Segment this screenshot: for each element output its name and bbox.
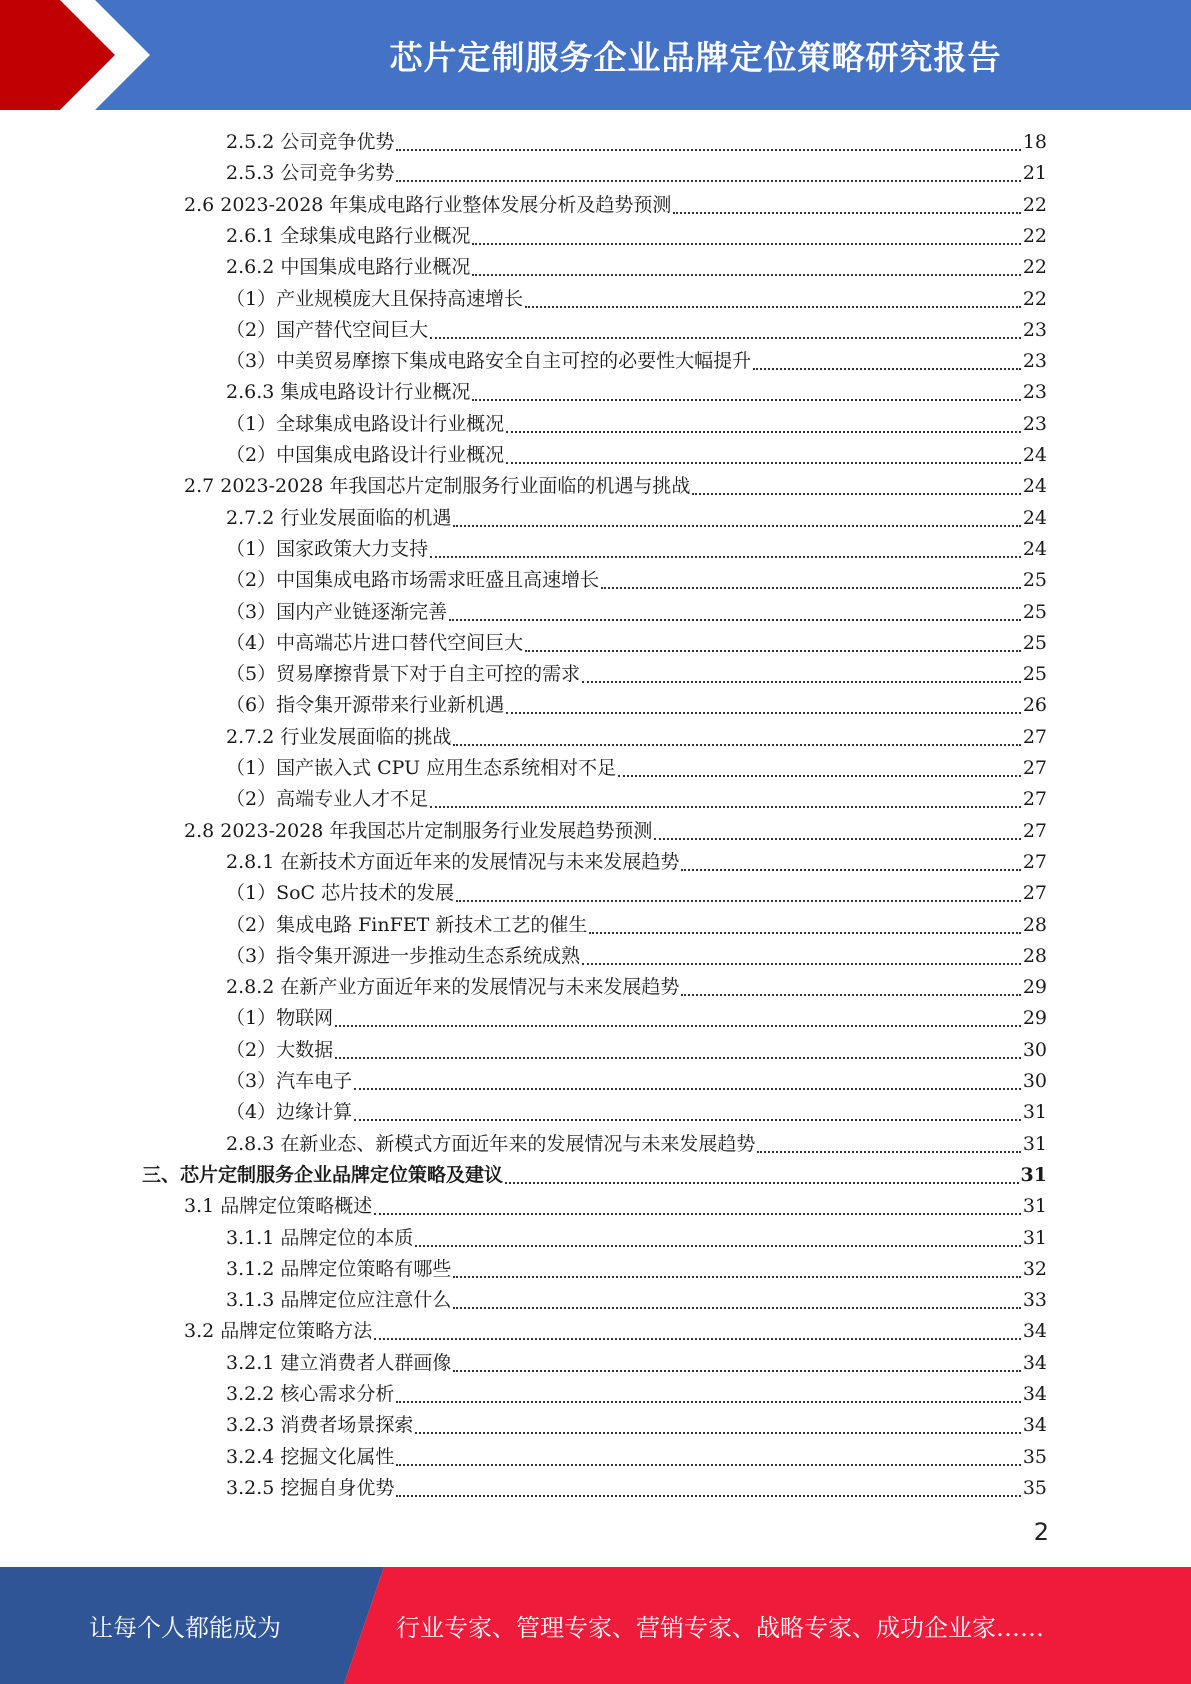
toc-entry-page: 34 (1022, 1383, 1047, 1405)
toc-entry[interactable] (226, 503, 1047, 534)
toc-entry[interactable] (184, 816, 1047, 847)
toc-entry-title: （2）集成电路 FinFET 新技术工艺的催生 (226, 913, 588, 936)
toc-entry-page: 25 (1022, 663, 1047, 686)
toc-entry[interactable] (226, 1473, 1047, 1504)
footer-slogan-right: 行业专家、管理专家、营销专家、战略专家、成功企业家…… (396, 1614, 1044, 1642)
toc-entry-title: 3.2.5 挖掘自身优势 (226, 1476, 395, 1499)
toc-entry-title: （1）SoC 芯片技术的发展 (226, 882, 455, 905)
toc-entry[interactable] (226, 440, 1047, 471)
toc-leader-dots (673, 211, 1020, 214)
toc-entry-page: 30 (1022, 1038, 1047, 1061)
toc-entry[interactable] (226, 722, 1047, 753)
toc-entry-page: 31 (1020, 1163, 1047, 1186)
toc-entry-title: 3.2.3 消费者场景探索 (226, 1414, 414, 1437)
toc-entry-page: 31 (1022, 1132, 1047, 1155)
toc-entry-title: （1）物联网 (226, 1007, 334, 1030)
toc-leader-dots (453, 1275, 1020, 1278)
toc-entry-page: 22 (1022, 287, 1047, 310)
toc-entry-page: 27 (1022, 757, 1047, 779)
toc-entry[interactable] (184, 1191, 1047, 1222)
toc-leader-dots (354, 1118, 1021, 1121)
toc-entry[interactable] (226, 127, 1047, 158)
toc-entry[interactable] (226, 158, 1047, 189)
toc-entry-title: （3）指令集开源进一步推动生态系统成熟 (226, 944, 581, 967)
toc-leader-dots (692, 492, 1020, 495)
toc-entry-title: 2.8.3 在新业态、新模式方面近年来的发展情况与未来发展趋势 (226, 1132, 756, 1155)
toc-entry[interactable] (226, 252, 1047, 283)
toc-entry-title: （6）指令集开源带来行业新机遇 (226, 694, 505, 717)
toc-entry[interactable] (226, 1348, 1047, 1379)
toc-entry-title: 2.5.2 公司竞争优势 (226, 131, 395, 153)
toc-entry[interactable] (226, 1097, 1047, 1128)
toc-entry[interactable] (184, 471, 1047, 502)
toc-entry-page: 25 (1022, 600, 1047, 623)
toc-entry-title: （1）产业规模庞大且保持高速增长 (226, 287, 524, 310)
toc-entry[interactable] (226, 784, 1047, 815)
toc-entry-title: 2.7 2023-2028 年我国芯片定制服务行业面临的机遇与挑战 (184, 475, 691, 498)
toc-leader-dots (335, 1056, 1021, 1059)
toc-entry[interactable] (226, 878, 1047, 909)
toc-entry-title: 3.2.2 核心需求分析 (226, 1383, 395, 1405)
toc-leader-dots (681, 993, 1020, 996)
toc-entry-page: 25 (1022, 631, 1047, 654)
toc-entry-page: 24 (1022, 506, 1047, 529)
toc-entry-title: 3.1.1 品牌定位的本质 (226, 1226, 414, 1249)
toc-leader-dots (525, 649, 1021, 652)
toc-leader-dots (589, 931, 1020, 934)
toc-entry[interactable] (226, 1442, 1047, 1473)
toc-entry-title: （2）国产替代空间巨大 (226, 318, 429, 341)
toc-entry[interactable] (226, 315, 1047, 346)
toc-leader-dots (396, 148, 1020, 151)
toc-entry[interactable] (226, 690, 1047, 721)
toc-entry-title: （2）高端专业人才不足 (226, 788, 429, 811)
toc-entry[interactable] (226, 753, 1047, 784)
toc-entry[interactable] (226, 346, 1047, 377)
toc-entry[interactable] (226, 534, 1047, 565)
toc-entry-page: 22 (1022, 193, 1047, 216)
toc-leader-dots (456, 899, 1021, 902)
toc-entry-page: 34 (1022, 1320, 1047, 1343)
report-title: 芯片定制服务企业品牌定位策略研究报告 (389, 37, 1002, 77)
toc-entry-page: 23 (1022, 381, 1047, 404)
toc-entry-title: （3）国内产业链逐渐完善 (226, 600, 448, 623)
toc-leader-dots (472, 273, 1020, 276)
toc-leader-dots (396, 1400, 1020, 1403)
toc-entry[interactable] (226, 284, 1047, 315)
toc-entry[interactable] (226, 1129, 1047, 1160)
toc-entry[interactable] (226, 565, 1047, 596)
toc-leader-dots (453, 1306, 1020, 1309)
toc-entry-page: 28 (1022, 944, 1047, 967)
toc-entry-title: 2.8.1 在新技术方面近年来的发展情况与未来发展趋势 (226, 850, 680, 873)
toc-entry-page: 27 (1022, 850, 1047, 873)
toc-entry-page: 24 (1022, 444, 1047, 466)
toc-leader-dots (415, 1244, 1020, 1247)
footer-slogan-left: 让每个人都能成为 (89, 1614, 281, 1642)
toc-entry[interactable] (226, 1035, 1047, 1066)
toc-entry-title: 2.8.2 在新产业方面近年来的发展情况与未来发展趋势 (226, 976, 680, 999)
toc-entry-page: 32 (1022, 1257, 1047, 1280)
toc-leader-dots (449, 618, 1021, 621)
toc-entry-title: （5）贸易摩擦背景下对于自主可控的需求 (226, 663, 581, 686)
toc-leader-dots (472, 242, 1020, 245)
toc-entry[interactable] (226, 1223, 1047, 1254)
toc-entry[interactable] (142, 1160, 1047, 1191)
toc-entry-page: 31 (1022, 1195, 1047, 1218)
toc-entry[interactable] (226, 910, 1047, 941)
toc-entry-page: 33 (1022, 1289, 1047, 1312)
toc-leader-dots (415, 1431, 1020, 1434)
toc-leader-dots (374, 1212, 1021, 1215)
toc-entry-title: （3）中美贸易摩擦下集成电路安全自主可控的必要性大幅提升 (226, 350, 752, 373)
toc-entry-page: 22 (1022, 224, 1047, 247)
toc-entry-title: 3.2.4 挖掘文化属性 (226, 1445, 395, 1468)
toc-entry[interactable] (226, 972, 1047, 1003)
toc-entry-title: （2）中国集成电路设计行业概况 (226, 444, 505, 466)
toc-entry-title: （1）国家政策大力支持 (226, 537, 429, 560)
toc-leader-dots (681, 868, 1020, 871)
toc-leader-dots (335, 1024, 1021, 1027)
toc-entry-title: （4）中高端芯片进口替代空间巨大 (226, 631, 524, 654)
toc-leader-dots (505, 1181, 1019, 1184)
toc-leader-dots (582, 962, 1021, 965)
toc-entry-page: 27 (1022, 725, 1047, 748)
toc-entry-page: 24 (1022, 475, 1047, 498)
toc-entry-title: （3）汽车电子 (226, 1070, 353, 1092)
toc-entry-title: 三、芯片定制服务企业品牌定位策略及建议 (142, 1163, 504, 1186)
toc-entry[interactable] (226, 409, 1047, 440)
toc-leader-dots (601, 586, 1021, 589)
toc-entry[interactable] (184, 1316, 1047, 1347)
toc-entry-title: 3.2 品牌定位策略方法 (184, 1320, 373, 1343)
toc-entry-page: 24 (1022, 537, 1047, 560)
toc-leader-dots (396, 1494, 1020, 1497)
toc-entry[interactable] (226, 597, 1047, 628)
toc-entry-page: 27 (1022, 819, 1047, 842)
toc-leader-dots (453, 1369, 1020, 1372)
toc-entry-page: 23 (1022, 318, 1047, 341)
toc-leader-dots (396, 179, 1020, 182)
toc-entry[interactable] (226, 847, 1047, 878)
toc-leader-dots (618, 774, 1021, 777)
toc-entry-title: 2.6.1 全球集成电路行业概况 (226, 224, 471, 247)
toc-leader-dots (582, 680, 1021, 683)
toc-entry[interactable] (226, 941, 1047, 972)
toc-entry-page: 28 (1022, 913, 1047, 936)
toc-entry-title: 2.6.3 集成电路设计行业概况 (226, 381, 471, 404)
toc-leader-dots (757, 1150, 1020, 1153)
toc-leader-dots (654, 837, 1020, 840)
toc-entry[interactable] (226, 1003, 1047, 1034)
toc-leader-dots (430, 805, 1021, 808)
page-number: 2 (1033, 1518, 1049, 1546)
toc-entry[interactable] (226, 1254, 1047, 1285)
toc-leader-dots (396, 1463, 1020, 1466)
toc-leader-dots (430, 555, 1021, 558)
toc-leader-dots (374, 1337, 1021, 1340)
toc-entry[interactable] (226, 1379, 1047, 1410)
toc-entry-title: 2.6 2023-2028 年集成电路行业整体发展分析及趋势预测 (184, 193, 672, 216)
toc-entry-title: 2.7.2 行业发展面临的机遇 (226, 506, 452, 529)
toc-entry-title: 2.5.3 公司竞争劣势 (226, 162, 395, 185)
toc-entry-page: 29 (1022, 1007, 1047, 1030)
toc-entry-title: 3.1.2 品牌定位策略有哪些 (226, 1257, 452, 1280)
toc-entry-page: 25 (1022, 569, 1047, 592)
toc-entry-title: 2.8 2023-2028 年我国芯片定制服务行业发展趋势预测 (184, 819, 653, 842)
toc-entry[interactable] (226, 659, 1047, 690)
toc-entry-title: 3.2.1 建立消费者人群画像 (226, 1351, 452, 1374)
toc-entry[interactable] (226, 1410, 1047, 1441)
toc-entry-page: 21 (1022, 162, 1047, 185)
toc-entry-page: 27 (1022, 882, 1047, 905)
toc-entry-page: 34 (1022, 1414, 1047, 1437)
toc-entry-page: 31 (1022, 1226, 1047, 1249)
toc-entry-page: 22 (1022, 256, 1047, 279)
toc-leader-dots (354, 1087, 1021, 1090)
toc-leader-dots (453, 743, 1020, 746)
toc-entry-page: 35 (1022, 1445, 1047, 1468)
toc-leader-dots (506, 461, 1021, 464)
toc-entry-page: 29 (1022, 976, 1047, 999)
toc-entry[interactable] (226, 1066, 1047, 1097)
toc-entry-title: 2.7.2 行业发展面临的挑战 (226, 725, 452, 748)
toc-leader-dots (506, 711, 1021, 714)
toc-entry-page: 26 (1022, 694, 1047, 717)
toc-entry[interactable] (226, 1285, 1047, 1316)
toc-entry[interactable] (226, 628, 1047, 659)
toc-leader-dots (753, 367, 1021, 370)
toc-entry[interactable] (226, 221, 1047, 252)
toc-leader-dots (472, 398, 1020, 401)
toc-entry-page: 35 (1022, 1476, 1047, 1499)
page-header (0, 0, 1191, 110)
toc-leader-dots (430, 336, 1021, 339)
toc-entry-page: 27 (1022, 788, 1047, 811)
toc-entry-page: 23 (1022, 412, 1047, 435)
page-footer (0, 1567, 1191, 1684)
toc-entry-title: （1）国产嵌入式 CPU 应用生态系统相对不足 (226, 757, 617, 779)
toc-entry[interactable] (184, 190, 1047, 221)
toc-leader-dots (453, 524, 1020, 527)
toc-entry-title: 3.1.3 品牌定位应注意什么 (226, 1289, 452, 1312)
toc-entry-title: 3.1 品牌定位策略概述 (184, 1195, 373, 1218)
toc-entry-title: （2）大数据 (226, 1038, 334, 1061)
toc-leader-dots (506, 430, 1021, 433)
toc-entry[interactable] (226, 377, 1047, 408)
toc-entry-title: （1）全球集成电路设计行业概况 (226, 412, 505, 435)
toc-entry-page: 31 (1022, 1101, 1047, 1124)
toc-entry-page: 23 (1022, 350, 1047, 373)
toc-leader-dots (525, 305, 1021, 308)
toc-entry-title: （4）边缘计算 (226, 1101, 353, 1124)
header-arrow-decoration (0, 0, 200, 110)
toc-entry-title: 2.6.2 中国集成电路行业概况 (226, 256, 471, 279)
toc-entry-title: （2）中国集成电路市场需求旺盛且高速增长 (226, 569, 600, 592)
toc-entry-page: 34 (1022, 1351, 1047, 1374)
toc-entry-page: 18 (1022, 131, 1047, 153)
toc-entry-page: 30 (1022, 1070, 1047, 1092)
